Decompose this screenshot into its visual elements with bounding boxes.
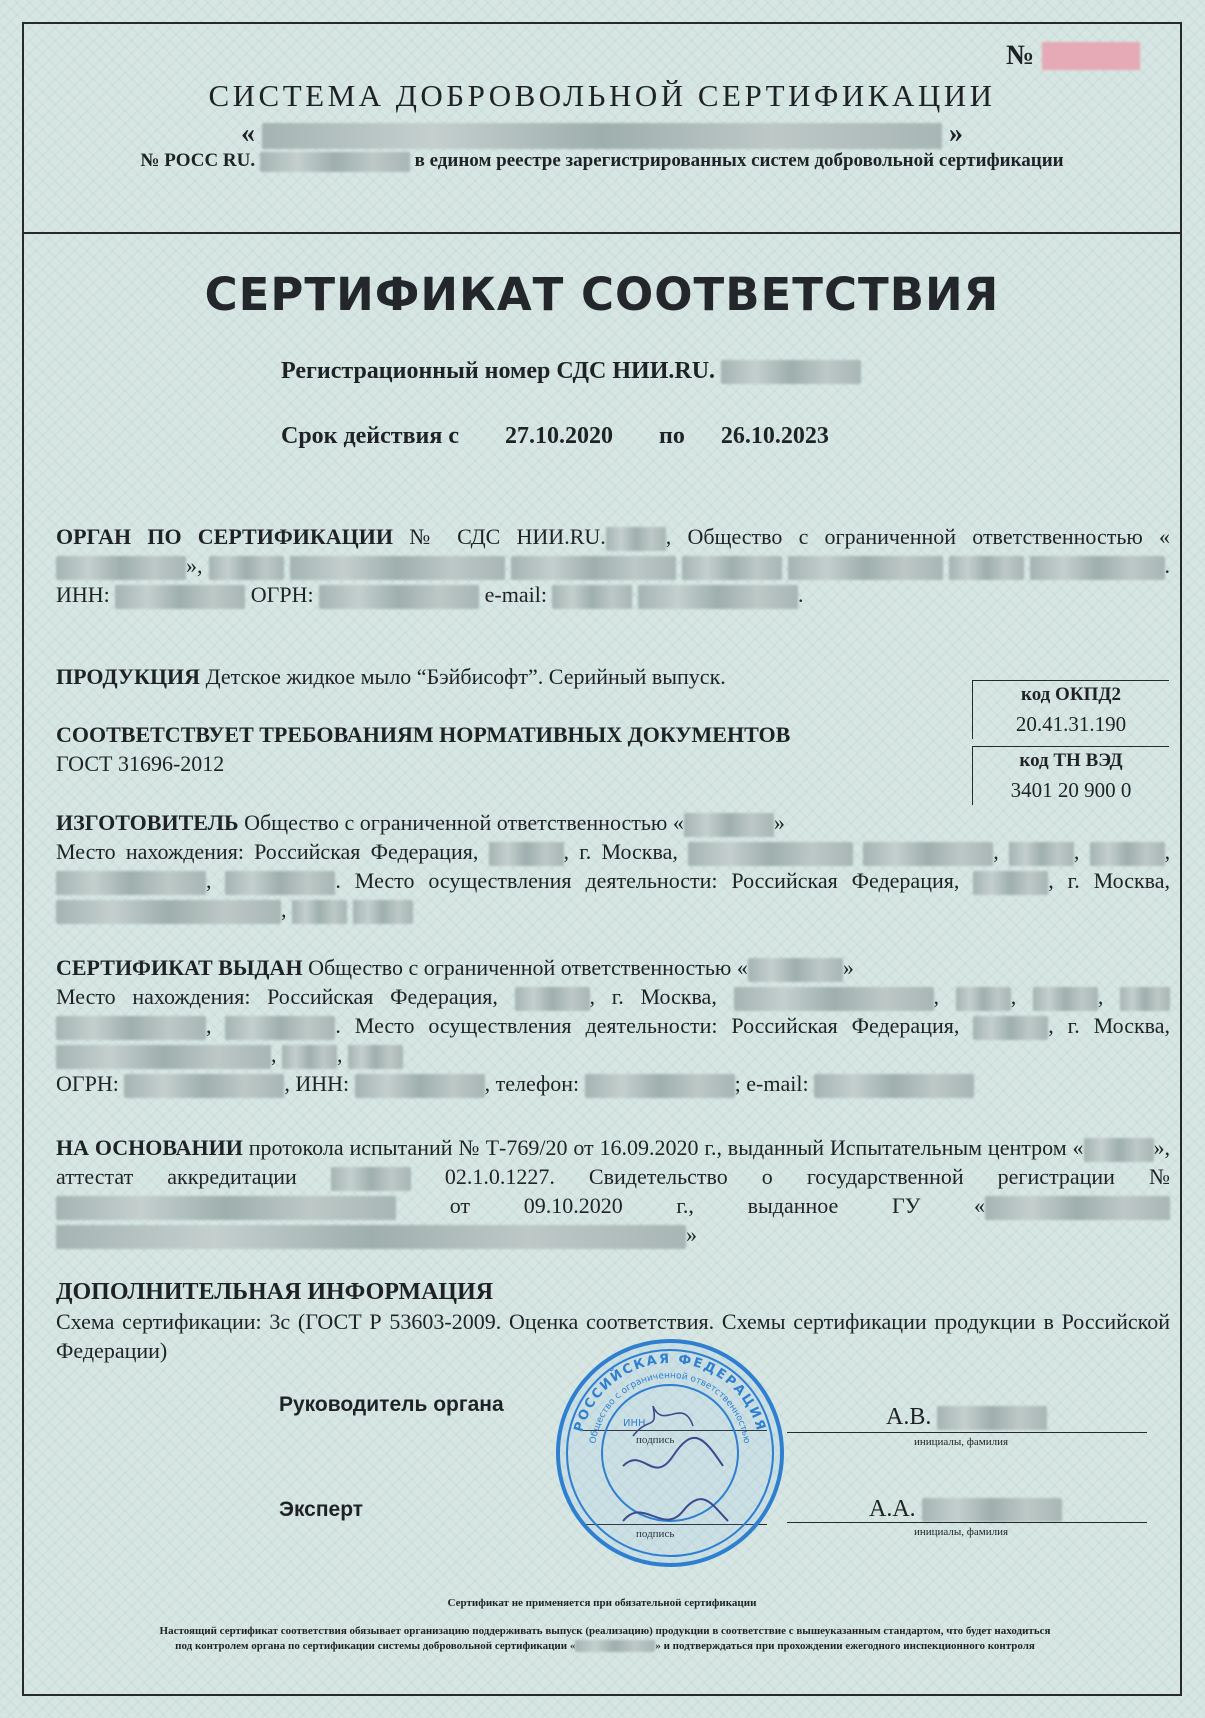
address-redacted bbox=[949, 556, 1024, 580]
issued-to-email-label: ; e-mail: bbox=[734, 1071, 809, 1096]
body-name-prefix: , Общество с ограниченной ответственностью « bbox=[665, 524, 1170, 549]
system-name-redacted bbox=[262, 123, 942, 149]
issued-to-location: Место нахождения: Российская Федерация, bbox=[56, 984, 498, 1009]
header-divider bbox=[22, 232, 1182, 234]
okpd-code-box bbox=[972, 680, 1169, 739]
head-name bbox=[886, 1404, 1047, 1431]
reg-suffix: в едином реестре зарегистрированных систем добровольной сертификации bbox=[414, 150, 1064, 171]
address-redacted bbox=[282, 1045, 337, 1069]
lab-name-redacted bbox=[1084, 1138, 1154, 1162]
okpd-value: 20.41.31.190 bbox=[1015, 712, 1127, 736]
basis-text3: 02.1.0.1227. Свидетельство о государственной регистрации № bbox=[444, 1164, 1170, 1189]
address-redacted bbox=[225, 1016, 335, 1040]
stamp-outer-ring bbox=[558, 1341, 782, 1565]
footer-obligation bbox=[90, 1624, 1120, 1654]
issued-to-city2: , г. Москва, bbox=[1048, 1013, 1171, 1038]
conformity-label: СООТВЕТСТВУЕТ ТРЕБОВАНИЯМ НОРМАТИВНЫХ ДОКУМЕНТОВ bbox=[56, 722, 791, 747]
expert-label: Эксперт bbox=[279, 1498, 364, 1521]
address-redacted bbox=[348, 1045, 403, 1069]
address-redacted bbox=[489, 842, 564, 866]
address-redacted bbox=[682, 556, 782, 580]
expert-initials: А.А. bbox=[869, 1496, 916, 1522]
additional-info-label: ДОПОЛНИТЕЛЬНАЯ ИНФОРМАЦИЯ bbox=[56, 1279, 494, 1305]
basis-text2: », аттестат аккредитации bbox=[56, 1135, 1170, 1189]
issued-to-phone-redacted bbox=[585, 1074, 735, 1098]
tnved-code-box bbox=[972, 746, 1169, 805]
basis-label: НА ОСНОВАНИИ bbox=[56, 1135, 243, 1160]
issued-to-name-suffix: » bbox=[842, 955, 854, 980]
address-redacted bbox=[56, 1016, 206, 1040]
body-email-redacted bbox=[638, 585, 798, 609]
issued-to-label: СЕРТИФИКАТ ВЫДАН bbox=[56, 955, 303, 980]
official-stamp bbox=[553, 1336, 787, 1570]
address-redacted bbox=[56, 871, 206, 895]
address-redacted bbox=[973, 1016, 1048, 1040]
reg-number-value-redacted bbox=[721, 360, 861, 384]
footer-line3 bbox=[90, 1639, 1120, 1654]
system-title: СИСТЕМА ДОБРОВОЛЬНОЙ СЕРТИФИКАЦИИ bbox=[208, 78, 996, 113]
address-redacted bbox=[1009, 842, 1074, 866]
system-name bbox=[22, 118, 1182, 150]
expert-surname-redacted bbox=[922, 1498, 1062, 1522]
address-redacted bbox=[788, 556, 943, 580]
body-inn-redacted bbox=[115, 585, 245, 609]
tnved-value: 3401 20 900 0 bbox=[1010, 778, 1132, 802]
address-redacted bbox=[1030, 556, 1165, 580]
address-redacted bbox=[292, 900, 347, 924]
address-redacted bbox=[1090, 842, 1165, 866]
body-name-redacted bbox=[56, 556, 186, 580]
certificate-title: СЕРТИФИКАТ СООТВЕТСТВИЯ bbox=[204, 268, 1000, 321]
manufacturer-label: ИЗГОТОВИТЕЛЬ bbox=[56, 810, 239, 835]
basis-text5: » bbox=[686, 1222, 697, 1247]
accreditation-redacted bbox=[331, 1167, 411, 1191]
body-ogrn-label: ОГРН: bbox=[250, 582, 314, 607]
manufacturer-city2: , г. Москва, bbox=[1048, 868, 1171, 893]
manufacturer-name-prefix: Общество с ограниченной ответственностью « bbox=[244, 810, 684, 835]
validity-to-label: по bbox=[659, 423, 685, 449]
issuer-redacted bbox=[985, 1196, 1170, 1220]
issued-to-inn-redacted bbox=[355, 1074, 485, 1098]
head-label: Руководитель органа bbox=[279, 1393, 504, 1416]
issued-to-name-prefix: Общество с ограниченной ответственностью « bbox=[308, 955, 748, 980]
stamp-ring-text-inner: Общество с ограниченной ответственностью bbox=[588, 1370, 752, 1445]
additional-info-text: Схема сертификации: 3с (ГОСТ Р 53603-2009. Оценка соответствия. Схемы сертификации продукции в Российской Федерации) bbox=[56, 1309, 1170, 1363]
basis-section bbox=[56, 1133, 1170, 1249]
body-email-redacted bbox=[552, 585, 632, 609]
address-redacted bbox=[56, 1045, 271, 1069]
body-inn-label: . ИНН: bbox=[56, 553, 1170, 607]
body-email-label: e-mail: bbox=[484, 582, 547, 607]
registration-number bbox=[281, 358, 861, 385]
conformity-section bbox=[56, 720, 936, 778]
certification-body-label: ОРГАН ПО СЕРТИФИКАЦИИ bbox=[56, 524, 393, 549]
address-redacted bbox=[515, 987, 590, 1011]
address-redacted bbox=[353, 900, 413, 924]
product-text: Детское жидкое мыло “Бэйбисофт”. Серийный выпуск. bbox=[205, 664, 726, 689]
address-redacted bbox=[956, 987, 1011, 1011]
body-name-suffix: », bbox=[186, 553, 203, 578]
registration-number-redacted bbox=[56, 1196, 396, 1220]
manufacturer-name-redacted bbox=[684, 813, 774, 837]
head-name-caption: инициалы, фамилия bbox=[914, 1436, 1009, 1448]
manufacturer-name-suffix: » bbox=[773, 810, 785, 835]
quote-open: « bbox=[241, 118, 255, 149]
manufacturer-activity: . Место осуществления деятельности: Российская Федерация, bbox=[335, 868, 960, 893]
reg-number-label: Регистрационный номер СДС НИИ.RU. bbox=[281, 358, 716, 384]
address-redacted bbox=[1033, 987, 1098, 1011]
reg-prefix: № РОСС RU. bbox=[140, 150, 256, 171]
system-name-redacted bbox=[575, 1640, 655, 1652]
manufacturer-city: г. Москва, bbox=[579, 839, 678, 864]
manufacturer-section: ИЗГОТОВИТЕЛЬ Общество с ограниченной ответственностью « » Место нахождения: Российская Федерация, , г. Москва, , , , , . Место осуществления деятельности: Российская Федерация, , г. Москва, , bbox=[56, 810, 1171, 922]
footer-note: Сертификат не применяется при обязательной сертификации bbox=[447, 1597, 757, 1609]
footer-line3a: под контролем органа по сертификации системы добровольной сертификации « bbox=[175, 1640, 576, 1652]
issued-to-ogrn-label: ОГРН: bbox=[56, 1071, 119, 1096]
expert-name bbox=[869, 1496, 1062, 1523]
issued-to-section: СЕРТИФИКАТ ВЫДАН Общество с ограниченной ответственностью « » Место нахождения: Российская Федерация, , г. Москва, , , , , . Место осуществления деятельности: Российская Федерация, , г. Москва, , , ОГРН: , ИНН: , телефон: ; e-mail: bbox=[56, 955, 1171, 1096]
head-initials: А.В. bbox=[886, 1404, 932, 1430]
address-redacted bbox=[863, 842, 993, 866]
issued-to-ogrn-redacted bbox=[124, 1074, 284, 1098]
address-redacted bbox=[511, 556, 676, 580]
quote-close: » bbox=[949, 118, 963, 149]
certificate-number-label: № bbox=[1006, 40, 1035, 71]
address-redacted bbox=[1120, 987, 1170, 1011]
system-registry-line bbox=[22, 150, 1182, 172]
basis-text1: протокола испытаний № Т-769/20 от 16.09.2020 г., выданный Испытательным центром « bbox=[248, 1135, 1084, 1160]
address-redacted bbox=[734, 987, 934, 1011]
stamp-ring-text: РОССИЙСКАЯ ФЕДЕРАЦИЯ bbox=[571, 1351, 769, 1434]
product-label: ПРОДУКЦИЯ bbox=[56, 664, 201, 689]
head-name-line bbox=[787, 1432, 1147, 1433]
basis-text4: от 09.10.2020 г., выданное ГУ « bbox=[449, 1193, 985, 1218]
stamp-inn-label: ИНН bbox=[623, 1418, 646, 1429]
tnved-label: код ТН ВЭД bbox=[1019, 750, 1123, 771]
issued-to-activity: . Место осуществления деятельности: Российская Федерация, bbox=[335, 1013, 960, 1038]
footer-line3b: » и подтверждаться при прохождении ежегодного инспекционного контроля bbox=[655, 1640, 1035, 1652]
issued-to-phone-label: , телефон: bbox=[484, 1071, 580, 1096]
address-redacted bbox=[56, 900, 281, 924]
head-surname-redacted bbox=[937, 1406, 1047, 1430]
issued-to-name-redacted bbox=[748, 958, 843, 982]
valid-to: 26.10.2023 bbox=[720, 423, 829, 449]
issued-to-inn-label: , ИНН: bbox=[284, 1071, 350, 1096]
okpd-label: код ОКПД2 bbox=[1021, 684, 1121, 705]
conformity-document: ГОСТ 31696-2012 bbox=[56, 751, 225, 776]
address-redacted bbox=[290, 556, 505, 580]
certification-body-section: ОРГАН ПО СЕРТИФИКАЦИИ № СДС НИИ.RU. , Общество с ограниченной ответственностью «», . ИНН: ОГРН: e-mail: . bbox=[56, 524, 1170, 607]
address-redacted bbox=[688, 842, 853, 866]
address-redacted bbox=[225, 871, 335, 895]
address-redacted bbox=[209, 556, 284, 580]
certificate-number-redacted bbox=[1042, 42, 1140, 70]
certification-body-number: № СДС НИИ.RU. bbox=[409, 524, 606, 549]
validity-period bbox=[281, 423, 829, 450]
manufacturer-location: Место нахождения: Российская Федерация, bbox=[56, 839, 479, 864]
issued-to-city: , г. Москва, bbox=[589, 984, 717, 1009]
address-redacted bbox=[973, 871, 1048, 895]
validity-label: Срок действия с bbox=[281, 423, 459, 449]
issued-to-email-redacted bbox=[814, 1074, 974, 1098]
expert-name-line bbox=[787, 1522, 1147, 1523]
footer-line2: Настоящий сертификат соответствия обязывает организацию поддерживать выпуск (реализацию) продукции в соответствие с вышеуказанным стандартом, что будет находиться bbox=[159, 1625, 1051, 1637]
body-number-redacted bbox=[606, 527, 666, 551]
reg-number-redacted bbox=[260, 152, 410, 172]
expert-name-caption: инициалы, фамилия bbox=[914, 1526, 1009, 1538]
valid-from: 27.10.2020 bbox=[505, 423, 613, 449]
issuer-redacted bbox=[56, 1225, 686, 1249]
body-ogrn-redacted bbox=[319, 585, 479, 609]
